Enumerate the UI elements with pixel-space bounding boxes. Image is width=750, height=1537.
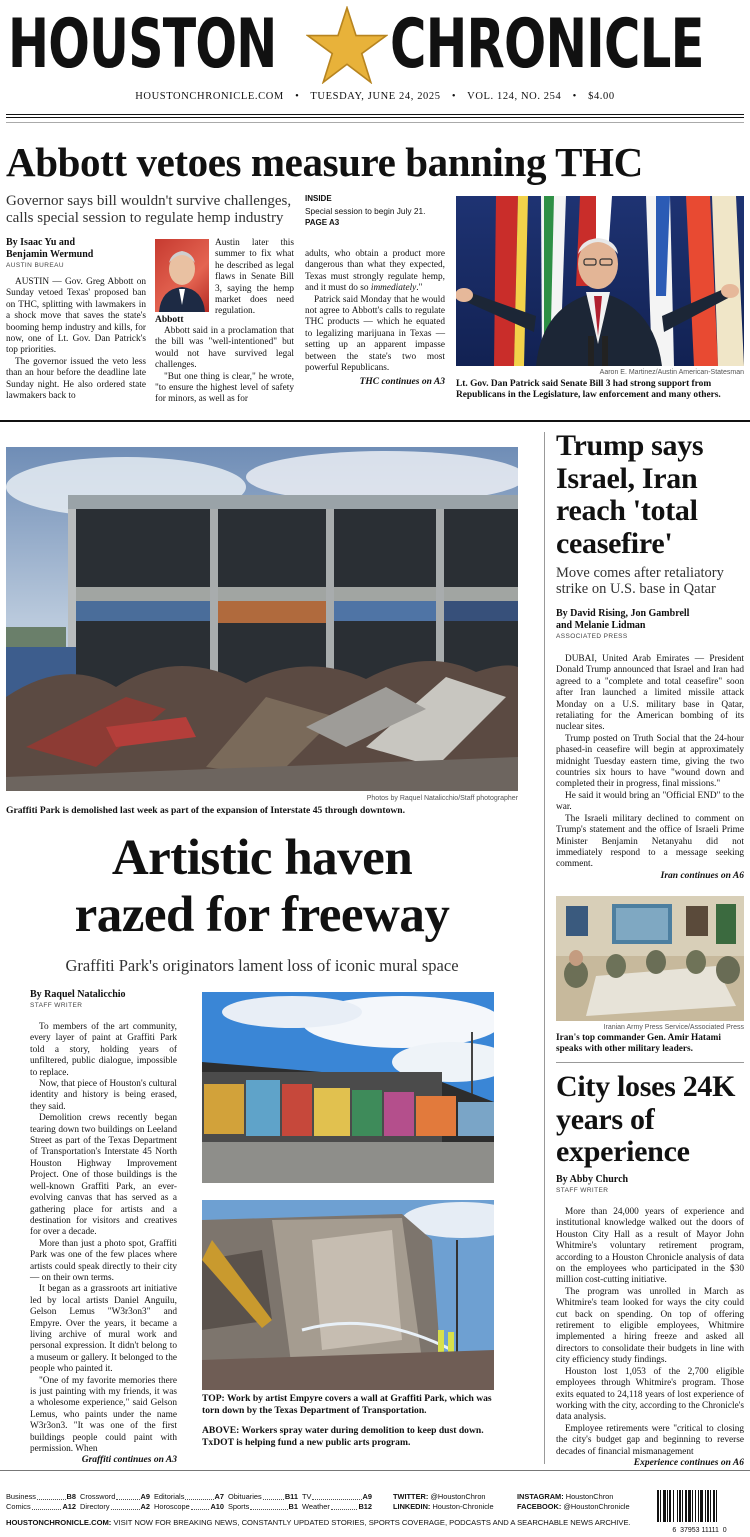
twitter-handle: @HoustonChron <box>430 1492 486 1501</box>
iran-commander-photo <box>556 896 744 1021</box>
index-item[interactable] <box>228 1492 298 1502</box>
barcode-bar <box>713 1490 715 1522</box>
city-body <box>556 1207 744 1469</box>
dateline: HOUSTONCHRONICLE.COM • TUESDAY, JUNE 24, 2025 • VOL. 124, NO. 254 • $4.00 <box>135 91 615 102</box>
trump-byline-1: By David Rising, Jon Gambrell <box>556 608 690 619</box>
index-item-leader <box>191 1502 210 1510</box>
demolition-photo <box>202 1200 494 1390</box>
index-item-label: Crossword <box>80 1492 116 1501</box>
index-item-label: Horoscope <box>154 1502 190 1511</box>
dateline-volume: VOL. 124, NO. 254 <box>467 91 562 102</box>
index-item-label: Business <box>6 1492 36 1501</box>
graffiti-demolition-photo <box>6 447 518 791</box>
dateline-website[interactable]: HOUSTONCHRONICLE.COM <box>135 91 284 102</box>
patrick-photo <box>456 196 744 366</box>
demolition-illustration <box>202 1200 494 1390</box>
abbott-mug-caption: Abbott <box>155 315 184 325</box>
index-item[interactable] <box>154 1502 224 1512</box>
index-item-label: Directory <box>80 1502 110 1511</box>
iran-photo-caption: Iran's top commander Gen. Amir Hatami speaks with other military leaders. <box>556 1033 721 1054</box>
index-item-label: Obituaries <box>228 1492 262 1501</box>
inside-box[interactable] <box>305 194 445 227</box>
mural-photo <box>202 992 494 1183</box>
city-bureau: STAFF WRITER <box>556 1187 609 1194</box>
lead-col1-p1: AUSTIN — Gov. Greg Abbott on Sunday vetoed Texas' proposed ban on THC, splitting with lawmakers in a shock move that saves the state's booming hemp industry and kills, for now, one of Lt. Gov. Dan Patrick's top priorities. <box>6 277 146 356</box>
instagram-handle: HoustonChron <box>565 1492 614 1501</box>
index-item-label: Editorials <box>154 1492 185 1501</box>
footer-site[interactable]: HOUSTONCHRONICLE.COM: <box>6 1518 112 1527</box>
graffiti-deck: Graffiti Park's originators lament loss of iconic mural space <box>65 956 459 975</box>
city-headline[interactable]: City loses 24K years of experience <box>556 1070 736 1168</box>
above-caption: ABOVE: Workers spray water during demolition to keep dust down. TxDOT is helping fund a new public arts program. <box>202 1425 484 1448</box>
index-item-leader <box>116 1492 139 1500</box>
masthead-rule-3 <box>6 122 744 123</box>
city-byline: By Abby Church <box>556 1174 629 1185</box>
barcode-bar <box>707 1490 709 1522</box>
barcode-bar <box>667 1490 668 1522</box>
index-item-leader <box>263 1492 284 1500</box>
index-item-leader <box>250 1502 287 1510</box>
barcode-bar <box>688 1490 691 1522</box>
lead-col3-em: immediately <box>370 283 417 294</box>
barcode-bar <box>710 1490 711 1522</box>
inside-page: PAGE A3 <box>305 218 340 227</box>
trump-body-p3: He said it would bring an "Official END" to the war. <box>556 790 744 813</box>
barcode-bar <box>663 1490 666 1522</box>
facebook-handle: @HoustonChronicle <box>563 1502 630 1511</box>
lead-col2-p2: Abbott said in a proclamation that the bill was "well-intentioned" but would not have survived legal challenges. <box>155 326 294 371</box>
lead-col1 <box>6 277 146 402</box>
lead-bottom-rule <box>0 420 750 422</box>
footer-promo-text: VISIT NOW FOR BREAKING NEWS, CONSTANTLY UPDATED STORIES, SPORTS COVERAGE, PODCASTS AND A SEARCHABLE NEWS ARCHIVE. <box>113 1518 631 1527</box>
twitter-label: TWITTER: <box>393 1492 429 1501</box>
graffiti-body-p2: Now, that piece of Houston's cultural identity and history is being erased, they said. <box>30 1079 177 1112</box>
graffiti-headline-line1: Artistic haven <box>111 830 413 886</box>
patrick-photo-caption: Lt. Gov. Dan Patrick said Senate Bill 3 had strong support from Republicans in the Legislature, law enforcement and many others. <box>456 379 721 400</box>
index-item[interactable] <box>154 1492 224 1502</box>
index-item[interactable] <box>228 1502 298 1512</box>
lead-col1-p2: The governor issued the veto less than an hour before the deadline late Sunday night. He also ordered state lawmakers back to <box>6 356 146 402</box>
facebook-label: FACEBOOK: <box>517 1502 562 1511</box>
barcode-digits: 6 37953 11111 0 <box>672 1527 727 1534</box>
graffiti-bureau: STAFF WRITER <box>30 1002 83 1009</box>
graffiti-demolition-illustration <box>6 447 518 791</box>
index-item-leader <box>32 1502 62 1510</box>
lead-bureau: AUSTIN BUREAU <box>6 262 64 269</box>
lead-deck: Governor says bill wouldn't survive challenges, calls special session to regulate hemp industry <box>6 193 292 226</box>
graffiti-headline[interactable] <box>0 830 524 944</box>
star-icon <box>306 6 388 84</box>
social-block <box>393 1492 653 1512</box>
barcode-bar <box>716 1490 717 1522</box>
index-item-page: A12 <box>62 1502 76 1511</box>
index-item-page: B11 <box>284 1492 298 1501</box>
lead-col2-p3: "But one thing is clear," he wrote, "to ensure the highest level of safety for minors, as well as for <box>155 371 294 405</box>
index-item[interactable] <box>302 1502 372 1512</box>
abbott-mugshot <box>155 239 209 312</box>
lead-byline-1: By Isaac Yu and <box>6 237 76 248</box>
column-divider <box>544 432 545 1464</box>
lead-col3-end: ." <box>416 283 423 294</box>
index-item-page: B8 <box>66 1492 76 1501</box>
trump-body-p4: The Israeli military declined to comment on Trump's statement and the office of Israeli Prime Minister Benjamin Netanyahu did not immediately respond to a message seeking comment. <box>556 813 744 870</box>
iran-commander-illustration <box>556 896 744 1021</box>
masthead <box>0 0 750 88</box>
lead-col2b <box>155 326 294 406</box>
lead-byline-block <box>6 237 146 269</box>
index-item-page: B12 <box>358 1502 372 1511</box>
index-item-leader <box>331 1502 358 1510</box>
graffiti-byline-block <box>30 989 185 1009</box>
index-item-page: A10 <box>210 1502 224 1511</box>
index-item-leader <box>185 1492 213 1500</box>
barcode-bar <box>677 1490 678 1522</box>
twitter-link[interactable] <box>393 1492 517 1502</box>
barcode-bar <box>657 1490 659 1522</box>
barcode-bar <box>660 1490 661 1522</box>
index-item-page: A9 <box>140 1492 150 1501</box>
index-item-label: Comics <box>6 1502 31 1511</box>
lead-headline[interactable]: Abbott vetoes measure banning THC <box>6 139 643 185</box>
trump-deck: Move comes after retaliatory strike on U.S. base in Qatar <box>556 565 724 597</box>
barcode-bar <box>669 1490 671 1522</box>
index-item-page: B1 <box>288 1502 298 1511</box>
lead-byline-2: Benjamin Wermund <box>6 249 94 260</box>
mural-illustration <box>202 992 494 1183</box>
barcode-bar <box>695 1490 696 1522</box>
barcode-bar <box>692 1490 693 1522</box>
index-item-label: Weather <box>302 1502 330 1511</box>
linkedin-label: LINKEDIN: <box>393 1502 431 1511</box>
masthead-name-left: HOUSTON <box>8 5 277 84</box>
trump-headline[interactable]: Trump says Israel, Iran reach 'total ceasefire' <box>556 429 704 560</box>
inside-text: Special session to begin July 21. <box>305 206 426 216</box>
index-item-leader <box>111 1502 140 1510</box>
patrick-photo-credit: Aaron E. Martinez/Austin American-Statesman <box>599 369 744 376</box>
abbott-portrait-illustration <box>155 239 209 312</box>
index-item[interactable] <box>6 1502 76 1512</box>
graffiti-photo-caption: Graffiti Park is demolished last week as part of the expansion of Interstate 45 through downtown. <box>6 805 406 816</box>
footer-promo <box>6 1518 646 1527</box>
graffiti-photo-credit: Photos by Raquel Natalicchio/Staff photographer <box>366 795 518 802</box>
index-item[interactable] <box>6 1492 76 1502</box>
barcode <box>655 1490 744 1534</box>
dateline-price: $4.00 <box>588 91 615 102</box>
masthead-name-right: CHRONICLE <box>390 5 704 84</box>
lead-col2-p1: Austin later this summer to fix what he described as legal flaws in Senate Bill 3, saying the hemp market does need regulation. <box>215 238 294 317</box>
thc-continues[interactable]: THC continues on A3 <box>359 377 445 388</box>
graffiti-body-p3: Demolition crews recently began tearing down two buildings on Leeland Street as part of the Texas Department of Transportation's Interstate 45 North Houston Highway Improvement Project. One of those buildings is the well-known Graffiti Park, an ever-evolving canvas that has served as a gathering place for artists and a destination for visitors and creatives for over a decade. <box>30 1113 177 1238</box>
graffiti-body-p5: It began as a grassroots art initiative led by local artists Daniel Anguilu, Gelson Lemus "W3r3on3" and Empyre. Over the years, it became a living archive of mural work and personal expression. It didn't belong to a museum or gallery. It belonged to the people who painted it. <box>30 1284 177 1375</box>
index-item-leader <box>37 1492 66 1500</box>
barcode-bar <box>682 1490 683 1522</box>
iran-continues[interactable]: Iran continues on A6 <box>660 870 744 881</box>
city-byline-block <box>556 1174 746 1194</box>
lead-col3 <box>305 249 445 389</box>
barcode-bar <box>679 1490 681 1522</box>
barcode-bar <box>685 1490 687 1522</box>
city-body-p1: More than 24,000 years of experience and institutional knowledge walked out the doors of Houston City Hall as a result of Mayor John Whitmire's voluntary retirement program, according to a Houston Chronicle analysis of data on the employees who participated in the $30 million cost-cutting initiative. <box>556 1207 744 1286</box>
linkedin-handle: Houston-Chronicle <box>432 1502 494 1511</box>
graffiti-body-p4: More than just a photo spot, Graffiti Park was one of the few places where artists could speak directly to their city — on their own terms. <box>30 1238 177 1283</box>
instagram-label: INSTAGRAM: <box>517 1492 564 1501</box>
dateline-date: TUESDAY, JUNE 24, 2025 <box>310 91 441 102</box>
graffiti-body-p1: To members of the art community, every layer of paint at Graffiti Park told a story, holding years of unfiltered, public dialogue, impossible to replace. <box>30 1022 177 1078</box>
trump-byline-2: and Melanie Lidman <box>556 620 646 631</box>
index-item[interactable] <box>80 1502 150 1512</box>
city-body-p4: Employee retirements were "critical to closing the city's budget gap and beginning to reverse decades of financial mismanagement <box>556 1423 744 1457</box>
graffiti-body-p6: "One of my favorite memories there is just painting with my friends, it was a wholesome experience," said Gelson Lemus, who paints under the name W3r3on3. "It was one of the first buildings people could paint with permission. When <box>30 1375 177 1455</box>
linkedin-link[interactable] <box>393 1502 517 1512</box>
city-body-p3: Houston lost 1,053 of the 2,700 eligible employees through Whitmire's program. Those exits equated to 24,118 years of lost experience of working with the city, according to the Chronicle's data analysis. <box>556 1366 744 1423</box>
lead-col2 <box>215 238 294 318</box>
index-item-page: A9 <box>362 1492 372 1501</box>
lead-col3-start: adults, who obtain a product more dangerous than what they expected, Texas must strongly regulate hemp, and it must do so <box>305 249 445 294</box>
index-item-leader <box>312 1492 361 1500</box>
barcode-bar <box>698 1490 699 1522</box>
graffiti-headline-line2: razed for freeway <box>74 887 450 943</box>
trump-byline-block <box>556 608 746 640</box>
index-item-label: Sports <box>228 1502 250 1511</box>
barcode-bar <box>705 1490 706 1522</box>
index-grid <box>6 1492 381 1512</box>
instagram-link[interactable] <box>517 1492 647 1502</box>
trump-body <box>556 654 744 882</box>
barcode-bars <box>655 1490 744 1522</box>
city-body-p2: The program was unrolled in March as Whitmire's team looked for ways the city could cut back on spending. On top of offering retirement to eligible employees, Whitmire implemented a hiring freeze and asked all directors to consolidate their budgets in line with city efficiency study findings. <box>556 1286 744 1366</box>
experience-continues[interactable]: Experience continues on A6 <box>633 1457 744 1468</box>
top-caption: TOP: Work by artist Empyre covers a wall at Graffiti Park, which was torn down by the Texas Department of Transportation. <box>202 1393 492 1416</box>
facebook-link[interactable] <box>517 1502 647 1512</box>
patrick-photo-illustration <box>456 196 744 366</box>
trump-body-p1: DUBAI, United Arab Emirates — President Donald Trump announced that Israel and Iran had agreed to a "complete and total ceasefire" soon after Iran launched a limited missile attack Monday on a U.S. military base in Qatar, retaliating for the American bombing of its nuclear sites. <box>556 654 744 733</box>
lead-col3-p1 <box>305 249 445 295</box>
lead-col3-p2: Patrick said Monday that he would not agree to Abbott's calls to regulate THC products — which he equated to legalizing marijuana in Texas — setting up an apparent impasse between the state's two most powerful Republicans. <box>305 294 445 374</box>
trump-bureau: ASSOCIATED PRESS <box>556 633 628 640</box>
masthead-rule-2 <box>6 117 744 118</box>
iran-photo-credit: Iranian Army Press Service/Associated Press <box>603 1024 744 1031</box>
masthead-rule-1 <box>6 114 744 115</box>
barcode-bar <box>673 1490 674 1522</box>
graffiti-body <box>30 1022 177 1467</box>
index-item-label: TV <box>302 1492 312 1501</box>
trump-body-p2: Trump posted on Truth Social that the 24-hour phased-in ceasefire will begin at approximately midnight Tuesday eastern time, giving the two countries six hours to have "wound down and completed their in progress, final missions." <box>556 733 744 790</box>
graffiti-byline: By Raquel Natalicchio <box>30 989 126 1000</box>
index-item-page: A2 <box>140 1502 150 1511</box>
right-col-rule <box>556 1062 744 1063</box>
index-item-page: A7 <box>214 1492 224 1501</box>
inside-label: INSIDE <box>305 194 332 203</box>
graffiti-continues[interactable]: Graffiti continues on A3 <box>81 1455 177 1466</box>
index-item[interactable] <box>80 1492 150 1502</box>
index-item[interactable] <box>302 1492 372 1502</box>
barcode-bar <box>700 1490 703 1522</box>
footer-top-rule <box>0 1470 750 1471</box>
